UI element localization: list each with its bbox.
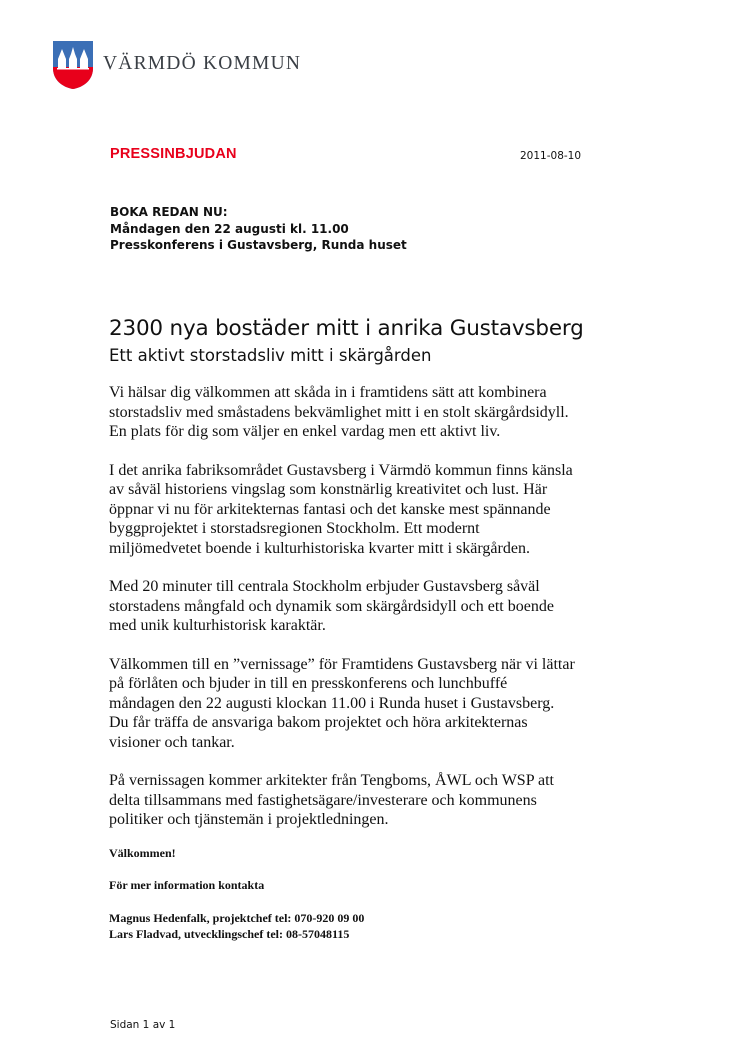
text-line: politiker och tjänstemän i projektledningen. [109, 811, 389, 828]
text-line: Vi hälsar dig välkommen att skåda in i framtidens sätt att kombinera [109, 384, 547, 401]
article-body [109, 383, 629, 849]
text-line: öppnar vi nu för arkitekternas fantasi och det kanske mest spännande [109, 500, 551, 518]
varmdo-coat-of-arms-icon [52, 40, 94, 90]
article-subheadline: Ett aktivt storstadsliv mitt i skärgården [109, 346, 432, 365]
paragraph [109, 461, 629, 559]
contact-line: Lars Fladvad, utvecklingschef tel: 08-57048115 [109, 927, 350, 941]
text-line: Du får träffa de ansvariga bakom projektet och höra arkitekternas [109, 714, 528, 731]
text-line: På vernissagen kommer arkitekter från Tengboms, ÅWL och WSP att [109, 772, 554, 789]
text-line: Med 20 minuter till centrala Stockholm erbjuder Gustavsberg såväl [109, 578, 540, 595]
paragraph [109, 771, 629, 830]
paragraph [109, 655, 629, 753]
paragraph [109, 577, 629, 636]
contact-intro: För mer information kontakta [109, 878, 265, 892]
organization-name: VÄRMDÖ KOMMUN [103, 53, 302, 74]
text-line: visioner och tankar. [109, 733, 235, 751]
article-headline: 2300 nya bostäder mitt i anrika Gustavsberg [109, 316, 584, 341]
paragraph [109, 383, 629, 442]
text-line: delta tillsammans med fastighetsägare/investerare och kommunens [109, 791, 537, 809]
booking-line: BOKA REDAN NU: [110, 205, 228, 219]
page-number: Sidan 1 av 1 [110, 1019, 176, 1031]
text-line: av såväl historiens vingslag som konstnärlig kreativitet och lust. Här [109, 481, 548, 498]
text-line: med unik kulturhistorisk karaktär. [109, 617, 326, 634]
booking-line: Måndagen den 22 augusti kl. 11.00 [110, 221, 349, 236]
contact-list [109, 910, 364, 942]
booking-line: Presskonferens i Gustavsberg, Runda huset [110, 238, 407, 252]
contact-line: Magnus Hedenfalk, projektchef tel: 070-920 09 00 [109, 911, 365, 925]
text-line: storstadsliv med småstadens bekvämlighet mitt i en stolt skärgårdsidyll. [109, 403, 569, 421]
text-line: byggprojektet i storstadsregionen Stockholm. Ett modernt [109, 520, 480, 537]
text-line: I det anrika fabriksområdet Gustavsberg i Värmdö kommun finns känsla [109, 461, 573, 479]
text-line: måndagen den 22 augusti klockan 11.00 i Runda huset i Gustavsberg. [109, 694, 555, 712]
text-line: En plats för dig som väljer en enkel vardag men ett aktivt liv. [109, 423, 501, 440]
booking-notice [110, 204, 407, 254]
welcome-text: Välkommen! [109, 846, 176, 860]
text-line: på förlåten och bjuder in till en presskonferens och lunchbuffé [109, 675, 508, 692]
document-type-label: PRESSINBJUDAN [110, 146, 237, 162]
text-line: miljömedvetet boende i kulturhistoriska kvarter mitt i skärgården. [109, 539, 530, 557]
text-line: storstadens mångfald och dynamik som skärgårdsidyll och ett boende [109, 597, 554, 615]
text-line: Välkommen till en ”vernissage” för Framtidens Gustavsberg när vi lättar [109, 655, 575, 673]
document-date: 2011-08-10 [520, 150, 582, 162]
